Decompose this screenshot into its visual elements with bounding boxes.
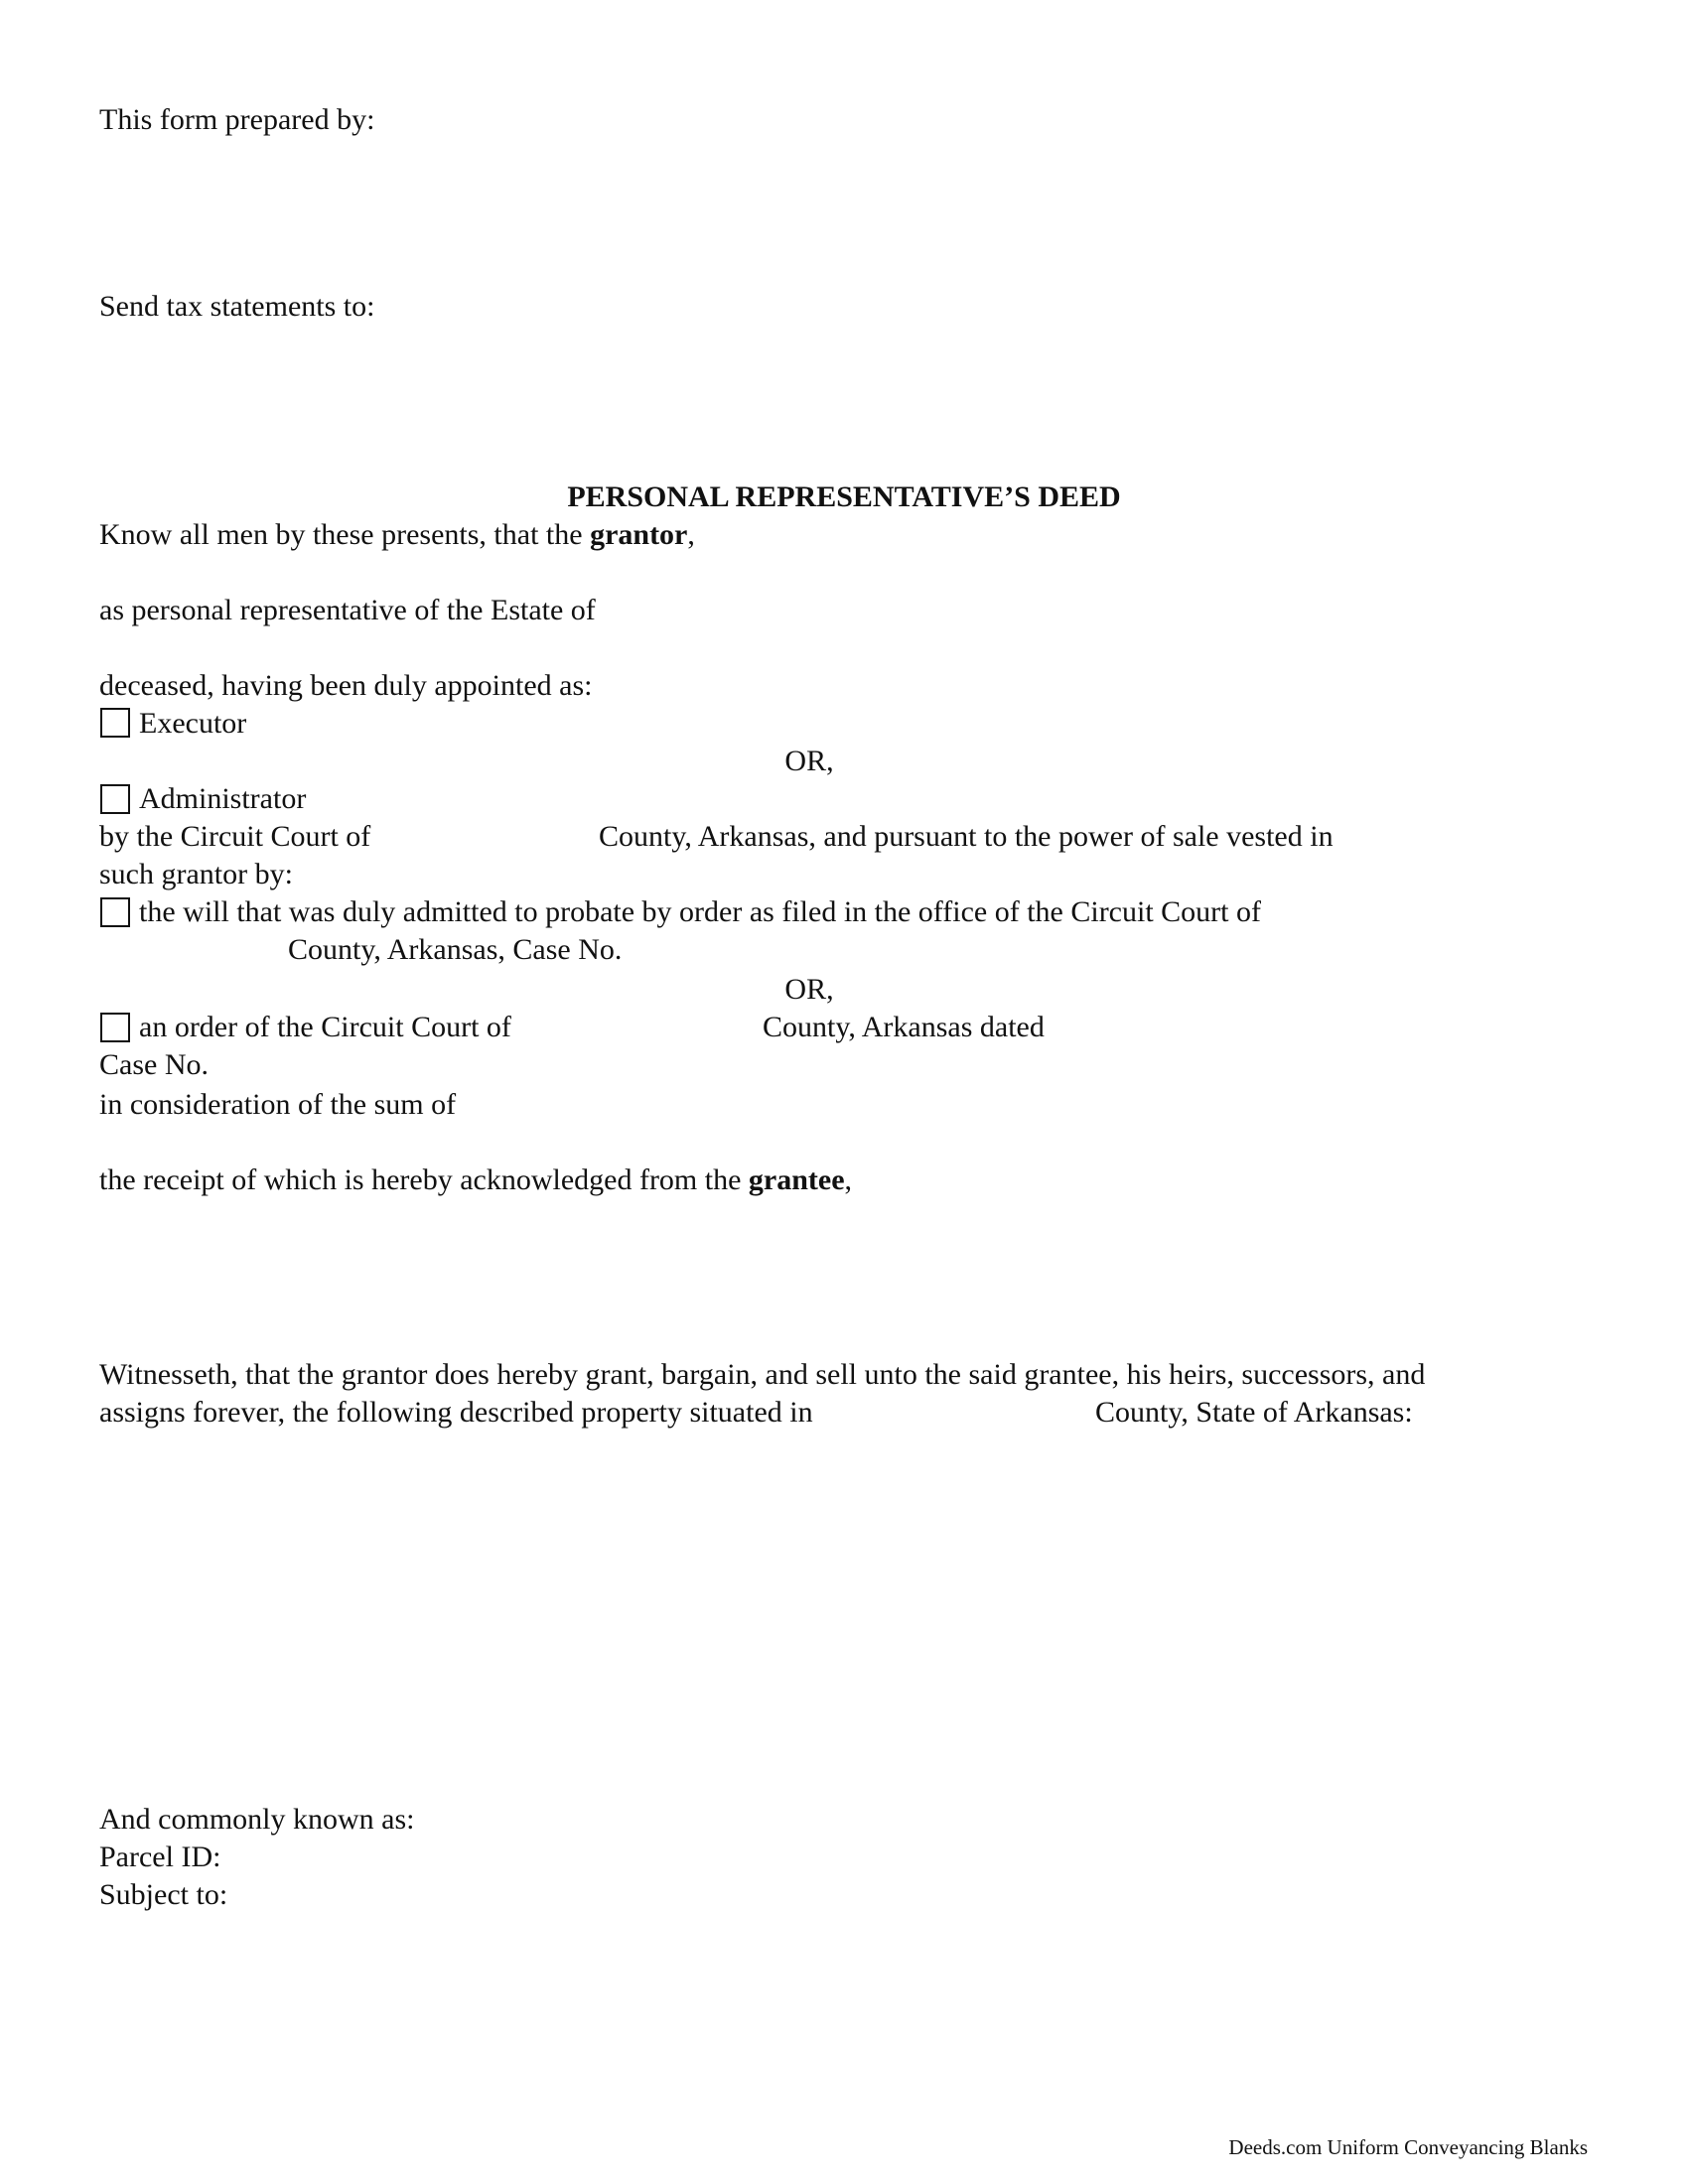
receipt-prefix: the receipt of which is hereby acknowledged from the — [99, 1163, 749, 1196]
order-county-dated-label: County, Arkansas dated — [763, 1011, 1045, 1043]
grantee-keyword: grantee — [748, 1163, 845, 1196]
estate-line: as personal representative of the Estate of — [99, 594, 596, 626]
grantor-intro-prefix: Know all men by these presents, that the — [99, 518, 591, 551]
executor-label: Executor — [139, 707, 247, 740]
deceased-line: deceased, having been duly appointed as: — [99, 669, 593, 702]
executor-checkbox[interactable] — [100, 708, 130, 738]
witnesseth-line-1: Witnesseth, that the grantor does hereby grant, bargain, and sell unto the said grantee, his heirs, successors, and — [99, 1358, 1426, 1391]
order-option-label: an order of the Circuit Court of — [139, 1011, 511, 1043]
case-no-label: Case No. — [99, 1048, 209, 1081]
administrator-label: Administrator — [139, 782, 307, 815]
will-checkbox[interactable] — [100, 897, 130, 927]
parcel-id-label: Parcel ID: — [99, 1841, 221, 1873]
or-separator-2: OR, — [784, 973, 834, 1006]
prepared-by-label: This form prepared by: — [99, 103, 375, 136]
witnesseth-line-2-prefix: assigns forever, the following described property situated in — [99, 1396, 813, 1429]
receipt-line — [99, 1163, 852, 1197]
will-option-label: the will that was duly admitted to probate by order as filed in the office of the Circuit Court of — [139, 895, 1261, 928]
page-title: PERSONAL REPRESENTATIVE’S DEED — [567, 480, 1121, 513]
commonly-known-as-label: And commonly known as: — [99, 1803, 415, 1836]
administrator-checkbox[interactable] — [100, 784, 130, 814]
order-checkbox[interactable] — [100, 1013, 130, 1042]
county-power-of-sale-label: County, Arkansas, and pursuant to the power of sale vested in — [599, 820, 1334, 853]
or-separator-1: OR, — [784, 745, 834, 777]
grantor-intro-suffix: , — [687, 518, 695, 551]
grantor-keyword: grantor — [590, 518, 688, 551]
receipt-suffix: , — [844, 1163, 853, 1196]
footer-brand: Deeds.com Uniform Conveyancing Blanks — [1228, 2135, 1588, 2159]
such-grantor-by-label: such grantor by: — [99, 858, 293, 890]
tax-statements-label: Send tax statements to: — [99, 290, 375, 323]
subject-to-label: Subject to: — [99, 1878, 228, 1911]
will-county-case-label: County, Arkansas, Case No. — [288, 933, 623, 966]
grantor-intro — [99, 518, 695, 552]
circuit-court-of-label: by the Circuit Court of — [99, 820, 371, 853]
witnesseth-line-2-suffix: County, State of Arkansas: — [1095, 1396, 1413, 1429]
consideration-label: in consideration of the sum of — [99, 1088, 457, 1121]
